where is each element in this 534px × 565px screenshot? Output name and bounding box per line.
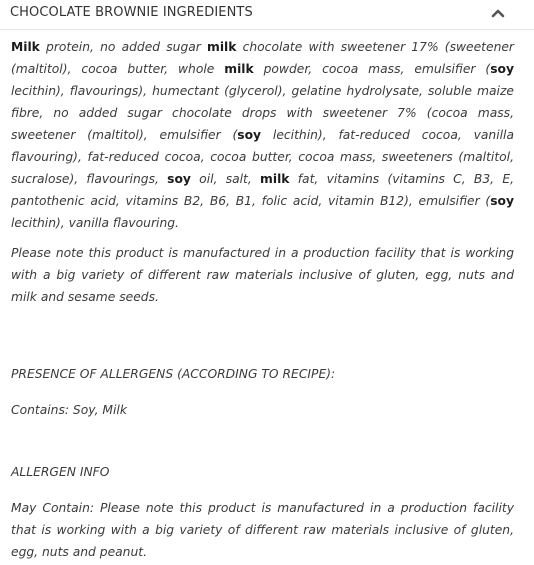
chevron-up-icon[interactable] — [489, 4, 507, 22]
ingredient-text-segment: fat, vitamins (vitamins C, B3, E, pantothenic acid, vitamins B2, B6, B1, folic acid, vitamin B12), emulsifier ( — [11, 172, 514, 208]
allergen-keyword: soy — [167, 172, 191, 186]
ingredient-text-segment: powder, cocoa mass, emulsifier ( — [253, 62, 491, 76]
ingredient-text-segment: lecithin), flavourings), humectant (glycerol), gelatine hydrolysate, soluble maize fibre, no added sugar chocolate drops with sweetener 7% (cocoa mass, sweetener (maltitol), emulsifier ( — [11, 84, 514, 142]
accordion-title: CHOCOLATE BROWNIE INGREDIENTS — [10, 5, 253, 20]
allergen-keyword: soy — [237, 128, 262, 142]
contains-text: Contains: Soy, Milk — [11, 403, 127, 417]
accordion-header[interactable] — [0, 0, 534, 30]
allergen-keyword: Milk — [11, 40, 40, 54]
presence-heading: PRESENCE OF ALLERGENS (ACCORDING TO RECIPE): — [11, 367, 336, 381]
ingredient-text-segment: oil, salt, — [190, 172, 261, 186]
allergen-keyword: soy — [490, 62, 514, 76]
ingredient-text-segment: lecithin), fat-reduced cocoa, vanilla flavouring), fat-reduced cocoa, cocoa butter, cocoa mass, sweeteners (maltitol, sucralose), flavourings, — [11, 128, 514, 186]
ingredients-text — [11, 36, 514, 234]
allergen-keyword: milk — [207, 40, 237, 54]
allergen-keyword: soy — [490, 194, 514, 208]
production-note: Please note this product is manufactured in a production facility that is working with a big variety of different raw materials inclusive of gluten, egg, nuts and milk and sesame seeds. — [11, 246, 514, 304]
accordion-body — [11, 36, 514, 559]
ingredient-text-segment: chocolate with sweetener 17% (sweetener (maltitol), cocoa butter, whole — [11, 40, 514, 76]
ingredient-text-segment: lecithin), vanilla flavouring. — [11, 216, 179, 230]
allergen-keyword: milk — [224, 62, 254, 76]
allergen-keyword: milk — [260, 172, 290, 186]
ingredient-text-segment: protein, no added sugar — [39, 40, 208, 54]
may-contain-text: May Contain: Please note this product is manufactured in a production facility that is working with a big variety of different raw materials inclusive of gluten, egg, nuts and peanut. — [11, 501, 514, 559]
allergen-info-heading: ALLERGEN INFO — [11, 465, 110, 479]
